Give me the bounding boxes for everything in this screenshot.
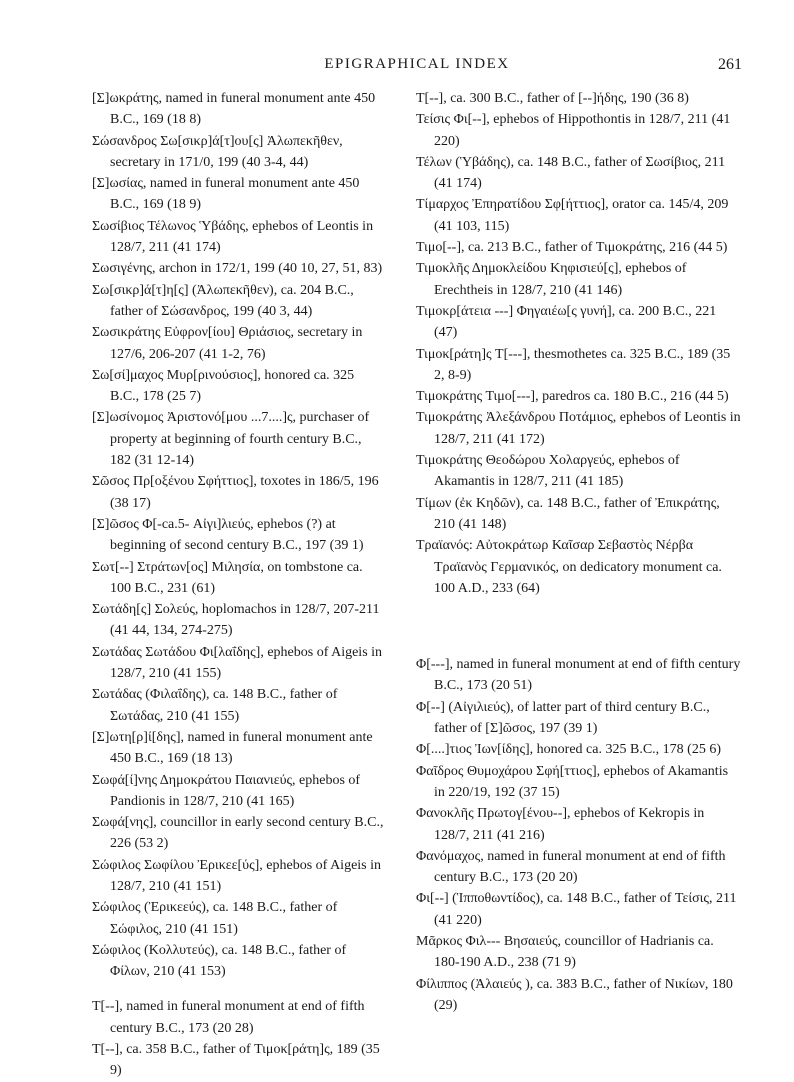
index-entry: [Σ]ωτη[ρ]ί[δης], named in funeral monument ante 450 B.C., 169 (18 13) xyxy=(92,729,373,767)
index-entry: Τιμοκλῆς Δημοκλείδου Κηφισιεύ[ς], ephebos of Erechtheis in 128/7, 210 (41 146) xyxy=(416,261,687,298)
index-entry: [Σ]ωσίας, named in funeral monument ante 450 B.C., 169 (18 9) xyxy=(92,176,360,213)
index-entry: Σώφιλος (Κολλυτεύς), ca. 148 B.C., father of Φίλων, 210 (41 153) xyxy=(92,942,347,980)
index-entry: Τιμοκράτης Τιμο[---], paredros ca. 180 B.C., 216 (44 5) xyxy=(416,389,729,405)
index-entry: Τιμοκράτης Ἀλεξάνδρου Ποτάμιος, ephebos of Leontis in 128/7, 211 (41 172) xyxy=(416,410,741,447)
index-entry: [Σ]ωκράτης, named in funeral monument ante 450 B.C., 169 (18 8) xyxy=(92,91,376,128)
index-entry: Τραϊανός: Αὐτοκράτωρ Καῖσαρ Σεβαστὸς Νέρβα Τραϊανὸς Γερμανικός, on dedicatory monument ca. 100 A.D., 233 (64) xyxy=(416,538,722,596)
index-entry: Φ[--] (Αἰγιλιεύς), of latter part of third century B.C., father of [Σ]ῶσος, 197 (39 1) xyxy=(416,699,710,737)
index-entry: Σωτάδας (Φιλαΐδης), ca. 148 B.C., father of Σωτάδας, 210 (41 155) xyxy=(92,687,338,724)
index-entry: Φ[....]τιος Ἰων[ίδης], honored ca. 325 B.C., 178 (25 6) xyxy=(416,742,721,758)
index-entry: Σωφά[ί]νης Δημοκράτου Παιανιεύς, ephebos of Pandionis in 128/7, 210 (41 165) xyxy=(92,772,361,809)
index-entry: [Σ]ῶσος Φ[-ca.5- Αἰγι]λιεύς, ephebos (?) at beginning of second century B.C., 197 (39 1) xyxy=(92,516,364,554)
left-column xyxy=(92,88,384,1082)
index-entry: T[--], ca. 300 B.C., father of [--]ήδης, 190 (36 8) xyxy=(416,91,689,106)
index-entry: Φι[--] (Ἱπποθωντίδος), ca. 148 B.C., father of Τείσις, 211 (41 220) xyxy=(416,891,737,928)
index-entry: Φαῖδρος Θυμοχάρου Σφή[ττιος], ephebos of Akamantis in 220/19, 192 (37 15) xyxy=(416,763,729,800)
index-entry: Σῶσος Πρ[οξένου Σφήττιος], toxotes in 186/5, 196 (38 17) xyxy=(92,474,379,511)
index-entry: Σωσίβιος Τέλωνος Ὑβάδης, ephebos of Leontis in 128/7, 211 (41 174) xyxy=(92,218,374,256)
index-entry: Τιμοκράτης Θεοδώρου Χολαργεύς, ephebos of Akamantis in 128/7, 211 (41 185) xyxy=(416,453,680,490)
index-entry: Τίμαρχος Ἐπηρατίδου Σφ[ήττιος], orator ca. 145/4, 209 (41 103, 115) xyxy=(416,197,729,234)
section-gap xyxy=(416,599,742,654)
index-entry: Σωτάδη[ς] Σολεύς, hoplomachos in 128/7, 207-211 (41 44, 134, 274-275) xyxy=(92,602,380,639)
index-entry: Τιμοκ[ράτη]ς T[---], thesmothetes ca. 325 B.C., 189 (35 2, 8-9) xyxy=(416,346,731,383)
index-entry: Σωφά[νης], councillor in early second century B.C., 226 (53 2) xyxy=(92,815,384,852)
index-entry: Σω[σί]μαχος Μυρ[ρινούσιος], honored ca. 325 B.C., 178 (25 7) xyxy=(92,367,355,405)
index-entry: Φανοκλῆς Πρωτογ[ένου--], ephebos of Kekropis in 128/7, 211 (41 216) xyxy=(416,806,705,843)
index-entry: Σώσανδρος Σω[σικρ]ά[τ]ου[ς] Ἀλωπεκῆθεν, secretary in 171/0, 199 (40 3-4, 44) xyxy=(92,133,343,170)
section-gap xyxy=(92,982,384,996)
index-entry: Σωσιγένης, archon in 172/1, 199 (40 10, 27, 51, 83) xyxy=(92,261,383,277)
index-entry: Σωσικράτης Εὐφρον[ίου] Θριάσιος, secretary in 127/6, 206-207 (41 1-2, 76) xyxy=(92,325,363,362)
running-title: EPIGRAPHICAL INDEX xyxy=(324,56,510,72)
index-entry: T[--], named in funeral monument at end of fifth century B.C., 173 (20 28) xyxy=(92,999,365,1036)
index-entry: [Σ]ωσίνομος Ἀριστονό[μου ...7....]ς, purchaser of property at beginning of fourth century B.C., 182 (31 12-14) xyxy=(92,410,370,469)
index-entry: Μᾶρκος Φιλ--- Βησαιεύς, councillor of Hadrianis ca. 180-190 A.D., 238 (71 9) xyxy=(416,933,714,971)
index-entry: Τιμο[--], ca. 213 B.C., father of Τιμοκράτης, 216 (44 5) xyxy=(416,240,728,256)
index-entry: T[--], ca. 358 B.C., father of Τιμοκ[ράτη]ς, 189 (35 9) xyxy=(92,1042,380,1079)
index-entry: Σω[σικρ]ά[τ]η[ς] (Ἀλωπεκῆθεν), ca. 204 B.C., father of Σώσανδρος, 199 (40 3, 44) xyxy=(92,282,354,319)
index-entry: Τίμων (ἐκ Κηδῶν), ca. 148 B.C., father of Ἐπικράτης, 210 (41 148) xyxy=(416,495,720,532)
index-entry: Φανόμαχος, named in funeral monument at end of fifth century B.C., 173 (20 20) xyxy=(416,848,726,886)
page-number: 261 xyxy=(718,56,742,73)
index-entry: Σωτάδας Σωτάδου Φι[λαΐδης], ephebos of Aigeis in 128/7, 210 (41 155) xyxy=(92,644,383,682)
index-entry: Σωτ[--] Στράτων[ος] Μιλησία, on tombstone ca. 100 B.C., 231 (61) xyxy=(92,559,363,596)
page-header xyxy=(92,56,742,80)
index-entry: Σώφιλος Σωφίλου Ἐρικεε[ύς], ephebos of Aigeis in 128/7, 210 (41 151) xyxy=(92,857,382,894)
index-entry: Σώφιλος (Ἐρικεεύς), ca. 148 B.C., father of Σώφιλος, 210 (41 151) xyxy=(92,900,338,937)
index-entry: Τέλων (Ὑβάδης), ca. 148 B.C., father of Σωσίβιος, 211 (41 174) xyxy=(416,154,726,192)
index-entry: Τείσις Φι[--], ephebos of Hippothontis in 128/7, 211 (41 220) xyxy=(416,112,731,149)
right-column xyxy=(416,88,742,1016)
index-entry: Φίλιππος (Ἀλαιεύς ), ca. 383 B.C., father of Νικίων, 180 (29) xyxy=(416,976,733,1013)
index-entry: Φ[---], named in funeral monument at end of fifth century B.C., 173 (20 51) xyxy=(416,657,741,694)
index-entry: Τιμοκρ[άτεια ---] Φηγαιέω[ς γυνή], ca. 200 B.C., 221 (47) xyxy=(416,303,717,341)
